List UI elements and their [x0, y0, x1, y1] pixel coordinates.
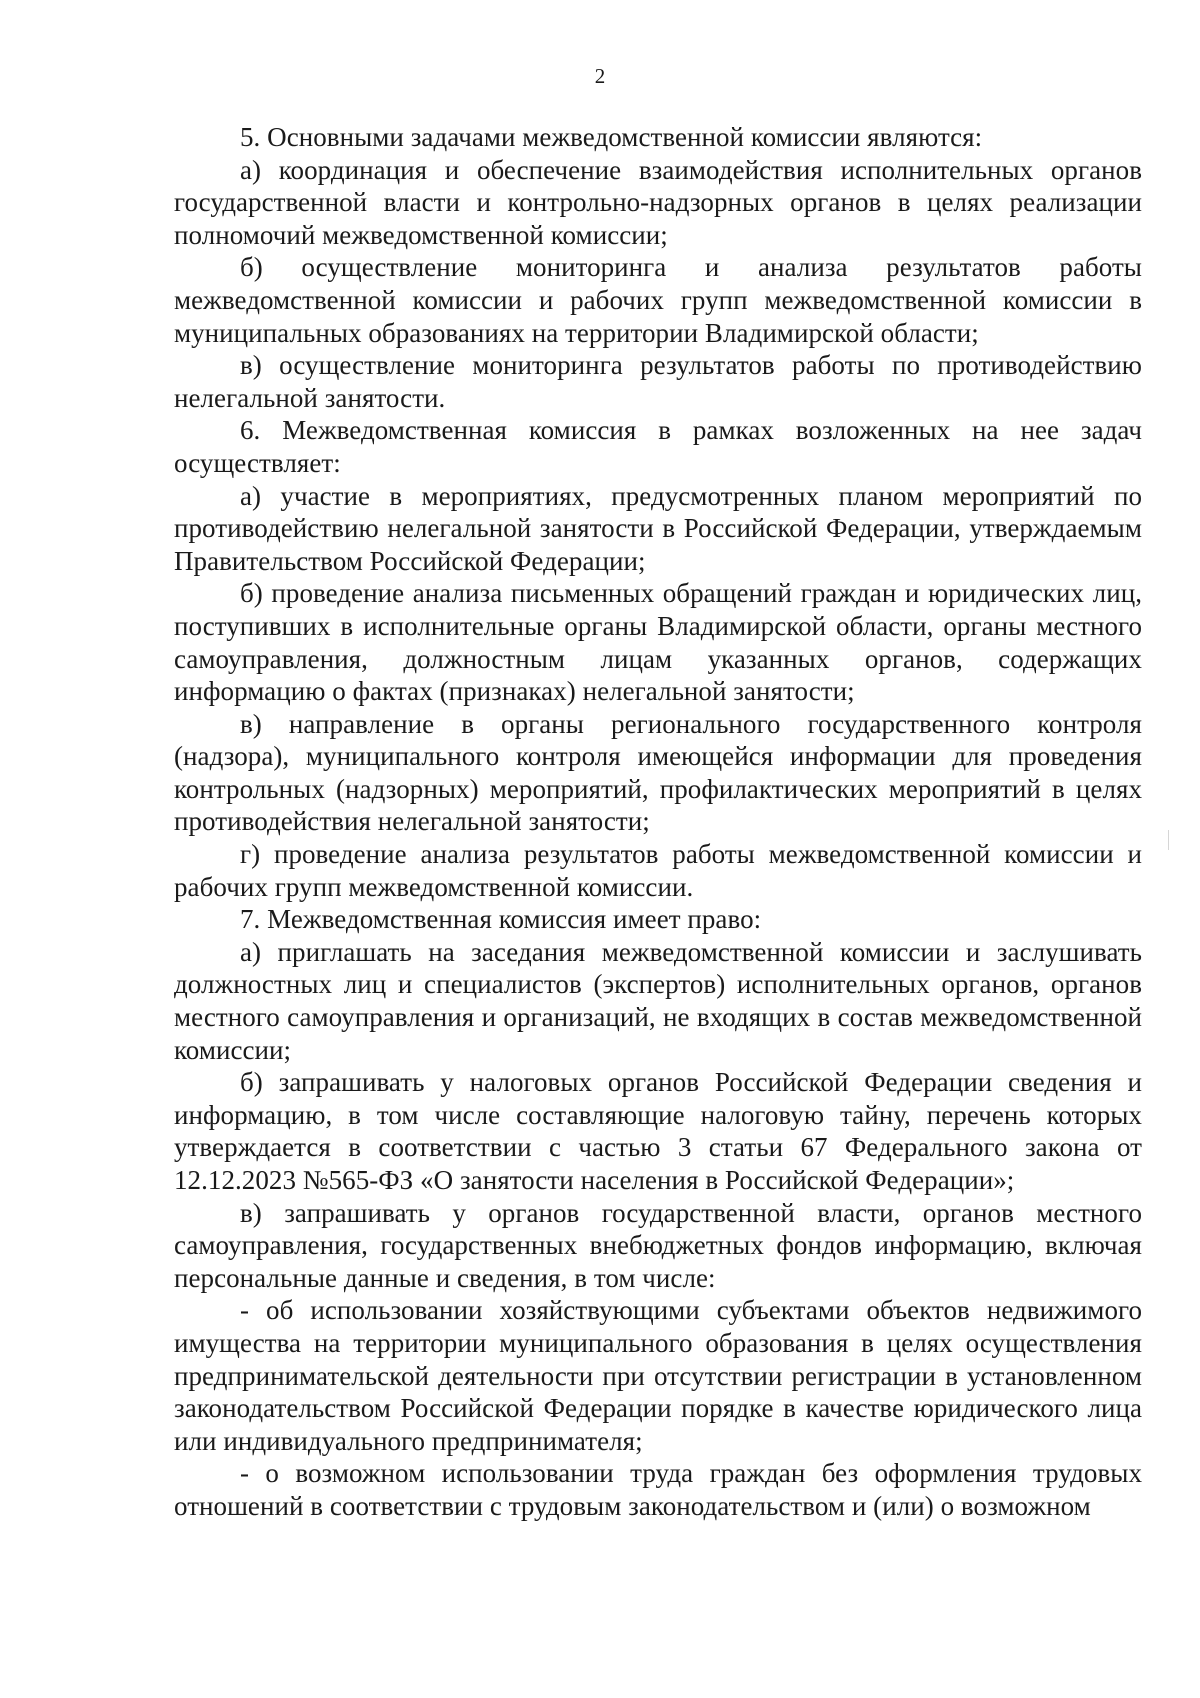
page-number: 2 [594, 64, 606, 88]
paragraph: а) участие в мероприятиях, предусмотренных планом мероприятий по противодействию нелегальной занятости в Российской Федерации, утверждаемым Правительством Российской Федерации; [174, 480, 1142, 576]
paragraph: 5. Основными задачами межведомственной комиссии являются: [240, 122, 983, 152]
paragraph: в) запрашивать у органов государственной власти, органов местного самоуправления, государственных внебюджетных фондов информацию, включая персональные данные и сведения, в том числе: [174, 1197, 1142, 1293]
paragraph: б) запрашивать у налоговых органов Российской Федерации сведения и информацию, в том числе составляющие налоговую тайну, перечень которых утверждается в соответствии с частью 3 статьи 67 Федерального закона от 12.12.2023 №565-ФЗ «О занятости населения в Российской Федерации»; [174, 1067, 1142, 1195]
paragraph: б) проведение анализа письменных обращений граждан и юридических лиц, поступивших в исполнительные органы Владимирской области, органы местного самоуправления, должностным лицам указанных органов, содержащих информацию о фактах (признаках) нелегальной занятости; [174, 578, 1142, 707]
paragraph: г) проведение анализа результатов работы межведомственной комиссии и рабочих групп межведомственной комиссии. [174, 839, 1142, 902]
paragraph: 6. Межведомственная комиссия в рамках возложенных на нее задач осуществляет: [174, 415, 1142, 478]
paragraph: в) осуществление мониторинга результатов работы по противодействию нелегальной занятости. [174, 350, 1142, 413]
paragraph: а) приглашать на заседания межведомственной комиссии и заслушивать должностных лиц и специалистов (экспертов) исполнительных органов, органов местного самоуправления и организаций, не входящих в состав межведомственной комиссии; [174, 936, 1142, 1065]
paragraph: а) координация и обеспечение взаимодействия исполнительных органов государственной власти и контрольно-надзорных органов в целях реализации полномочий межведомственной комиссии; [174, 154, 1142, 250]
paragraph: б) осуществление мониторинга и анализа результатов работы межведомственной комиссии и рабочих групп межведомственной комиссии в муниципальных образованиях на территории Владимирской области; [174, 252, 1142, 348]
paragraph: - об использовании хозяйствующими субъектами объектов недвижимого имущества на территории муниципального образования в целях осуществления предпринимательской деятельности при отсутствии регистрации в установленном законодательством Российской Федерации порядке в качестве юридического лица или индивидуального предпринимателя; [174, 1295, 1142, 1456]
document-body [174, 121, 1142, 1523]
paragraph: 7. Межведомственная комиссия имеет право: [240, 904, 762, 935]
scan-edge-mark [1168, 830, 1169, 850]
paragraph: в) направление в органы регионального государственного контроля (надзора), муниципального контроля имеющейся информации для проведения контрольных (надзорных) мероприятий, профилактических мероприятий в целях противодействия нелегальной занятости; [174, 708, 1142, 837]
paragraph: - о возможном использовании труда граждан без оформления трудовых отношений в соответствии с трудовым законодательством и (или) о возможном [174, 1458, 1142, 1521]
